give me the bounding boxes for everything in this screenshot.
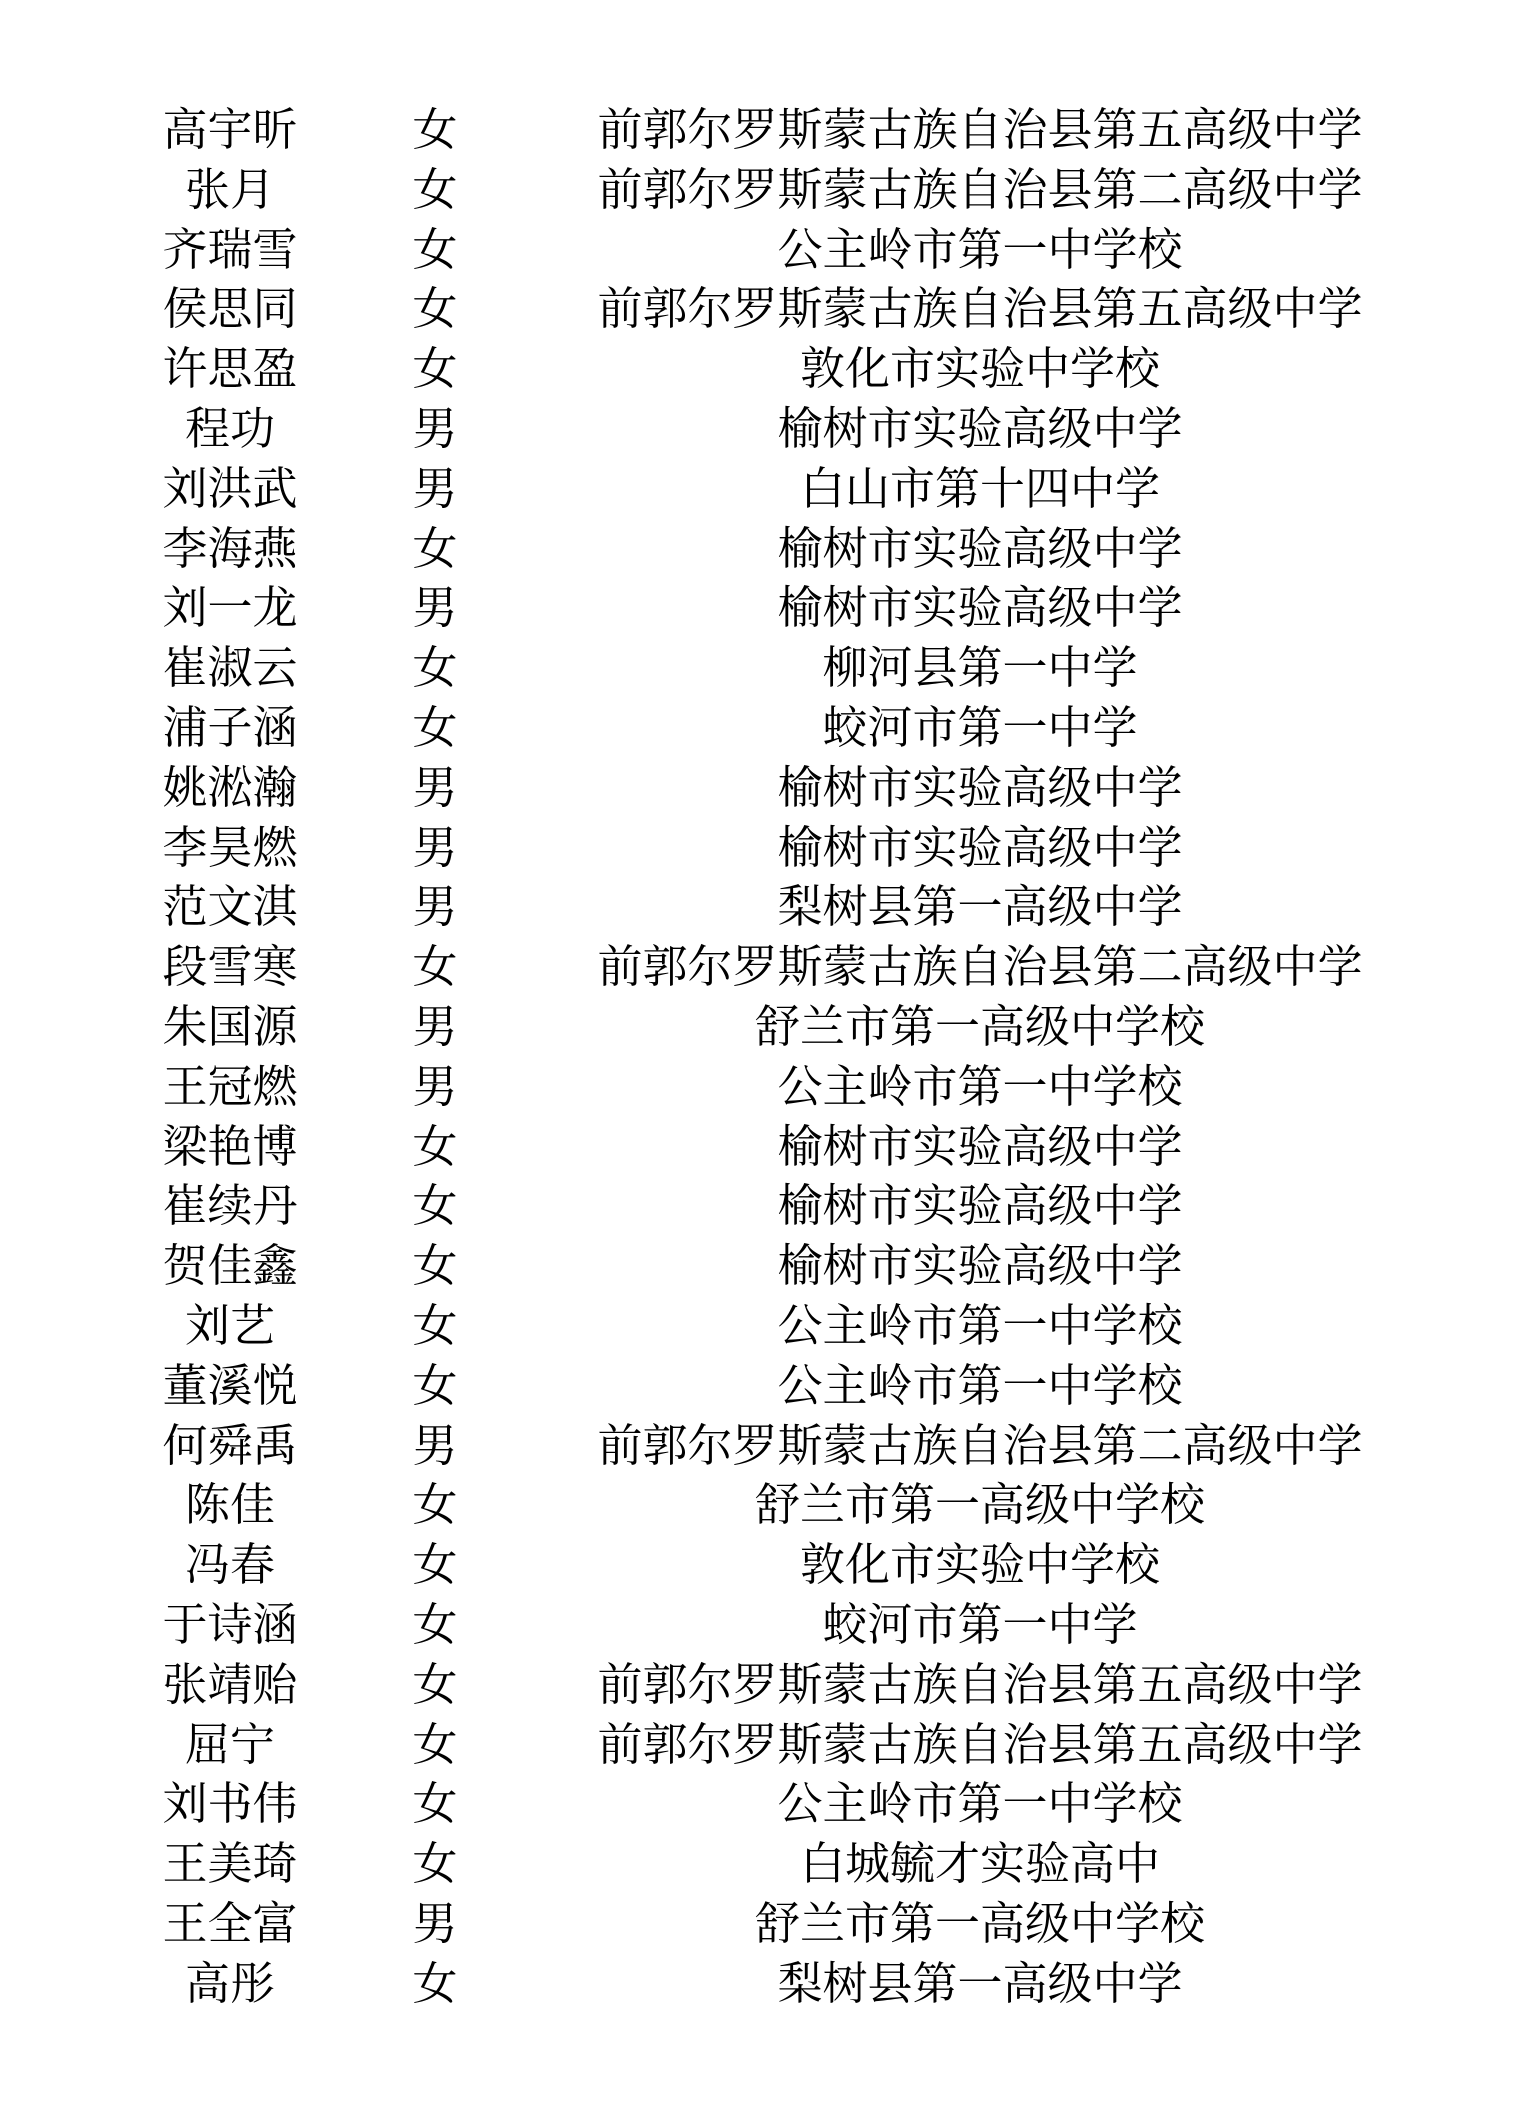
student-school: 榆树市实验高级中学	[777, 521, 1183, 575]
student-gender: 女	[412, 1538, 458, 1592]
roster-row	[0, 818, 1522, 878]
student-name: 何舜禹	[162, 1418, 298, 1472]
student-school: 前郭尔罗斯蒙古族自治县第二高级中学	[597, 162, 1363, 216]
student-name: 王全富	[162, 1896, 298, 1950]
roster-row	[0, 638, 1522, 698]
student-school: 舒兰市第一高级中学校	[754, 1896, 1205, 1950]
student-gender: 女	[412, 222, 458, 276]
student-school: 榆树市实验高级中学	[777, 1239, 1183, 1293]
student-school: 公主岭市第一中学校	[777, 1777, 1183, 1831]
roster-row	[0, 1715, 1522, 1775]
student-school: 前郭尔罗斯蒙古族自治县第五高级中学	[597, 1717, 1363, 1771]
roster-row	[0, 279, 1522, 339]
student-school: 蛟河市第一中学	[822, 700, 1138, 754]
student-name: 高宇昕	[162, 103, 298, 156]
student-gender: 女	[412, 1239, 458, 1293]
student-school: 前郭尔罗斯蒙古族自治县第五高级中学	[597, 1657, 1363, 1711]
student-name: 陈佳	[184, 1478, 275, 1532]
student-gender: 女	[412, 521, 458, 575]
student-gender: 女	[412, 1597, 458, 1651]
student-name: 刘书伟	[162, 1777, 298, 1831]
roster-row	[0, 1894, 1522, 1954]
roster-row	[0, 459, 1522, 519]
student-gender: 女	[412, 1777, 458, 1831]
roster-row	[0, 698, 1522, 758]
student-name: 刘艺	[184, 1298, 275, 1352]
student-gender: 男	[412, 461, 458, 515]
roster-row	[0, 1834, 1522, 1894]
student-school: 前郭尔罗斯蒙古族自治县第五高级中学	[597, 103, 1363, 156]
student-school: 舒兰市第一高级中学校	[754, 1478, 1205, 1532]
student-school: 榆树市实验高级中学	[777, 581, 1183, 635]
student-gender: 女	[412, 1837, 458, 1891]
roster-row	[0, 937, 1522, 997]
student-gender: 女	[412, 1119, 458, 1173]
student-name: 刘一龙	[162, 581, 298, 635]
roster-row	[0, 1655, 1522, 1715]
student-gender: 男	[412, 581, 458, 635]
student-gender: 女	[412, 641, 458, 695]
roster-row	[0, 1954, 1522, 2014]
student-name: 张靖贻	[162, 1657, 298, 1711]
student-name: 侯思同	[162, 282, 298, 336]
student-school: 公主岭市第一中学校	[777, 1358, 1183, 1412]
student-school: 榆树市实验高级中学	[777, 760, 1183, 814]
roster-row	[0, 100, 1522, 160]
student-name: 冯春	[184, 1538, 275, 1592]
roster-row	[0, 519, 1522, 579]
roster-row	[0, 1176, 1522, 1236]
student-gender: 男	[412, 1059, 458, 1113]
student-name: 段雪寒	[162, 940, 298, 994]
student-school: 榆树市实验高级中学	[777, 401, 1183, 455]
student-name: 刘洪武	[162, 461, 298, 515]
student-name: 许思盈	[162, 342, 298, 396]
roster-row	[0, 1595, 1522, 1655]
roster-row	[0, 1236, 1522, 1296]
student-gender: 女	[412, 162, 458, 216]
student-gender: 男	[412, 999, 458, 1053]
student-gender: 男	[412, 820, 458, 874]
roster-row	[0, 1117, 1522, 1177]
student-name: 梁艳博	[162, 1119, 298, 1173]
student-name: 贺佳鑫	[162, 1239, 298, 1293]
student-gender: 女	[412, 1717, 458, 1771]
student-school: 蛟河市第一中学	[822, 1597, 1138, 1651]
student-school: 前郭尔罗斯蒙古族自治县第二高级中学	[597, 940, 1363, 994]
student-name: 屈宁	[184, 1717, 275, 1771]
student-name: 朱国源	[162, 999, 298, 1053]
student-school: 榆树市实验高级中学	[777, 1119, 1183, 1173]
student-name: 王冠燃	[162, 1059, 298, 1113]
student-name: 高彤	[184, 1956, 275, 2010]
student-name: 李海燕	[162, 521, 298, 575]
roster-row	[0, 758, 1522, 818]
student-gender: 女	[412, 103, 458, 156]
student-gender: 女	[412, 1358, 458, 1412]
student-gender: 男	[412, 880, 458, 934]
student-roster	[0, 100, 1522, 2014]
roster-row	[0, 1774, 1522, 1834]
roster-row	[0, 877, 1522, 937]
student-school: 舒兰市第一高级中学校	[754, 999, 1205, 1053]
roster-row	[0, 1416, 1522, 1476]
student-name: 张月	[184, 162, 275, 216]
student-school: 公主岭市第一中学校	[777, 1298, 1183, 1352]
roster-row	[0, 1296, 1522, 1356]
student-name: 王美琦	[162, 1837, 298, 1891]
student-school: 前郭尔罗斯蒙古族自治县第五高级中学	[597, 282, 1363, 336]
student-gender: 女	[412, 1657, 458, 1711]
student-name: 于诗涵	[162, 1597, 298, 1651]
student-name: 浦子涵	[162, 700, 298, 754]
roster-row	[0, 578, 1522, 638]
roster-row	[0, 339, 1522, 399]
student-name: 董溪悦	[162, 1358, 298, 1412]
roster-row	[0, 1356, 1522, 1416]
roster-row	[0, 220, 1522, 280]
student-name: 范文淇	[162, 880, 298, 934]
roster-row	[0, 1475, 1522, 1535]
student-name: 齐瑞雪	[162, 222, 298, 276]
student-name: 姚淞瀚	[162, 760, 298, 814]
roster-row	[0, 1535, 1522, 1595]
student-school: 敦化市实验中学校	[799, 342, 1160, 396]
roster-row	[0, 1057, 1522, 1117]
student-school: 柳河县第一中学	[822, 641, 1138, 695]
student-gender: 女	[412, 342, 458, 396]
student-school: 敦化市实验中学校	[799, 1538, 1160, 1592]
student-school: 公主岭市第一中学校	[777, 1059, 1183, 1113]
student-gender: 女	[412, 1478, 458, 1532]
student-gender: 女	[412, 282, 458, 336]
student-school: 公主岭市第一中学校	[777, 222, 1183, 276]
roster-row	[0, 997, 1522, 1057]
student-name: 崔淑云	[162, 641, 298, 695]
student-gender: 女	[412, 1956, 458, 2010]
student-gender: 女	[412, 1298, 458, 1352]
student-school: 梨树县第一高级中学	[777, 1956, 1183, 2010]
student-school: 榆树市实验高级中学	[777, 820, 1183, 874]
student-gender: 女	[412, 940, 458, 994]
student-name: 李昊燃	[162, 820, 298, 874]
student-gender: 男	[412, 401, 458, 455]
student-school: 白城毓才实验高中	[799, 1837, 1160, 1891]
student-gender: 女	[412, 1179, 458, 1233]
student-gender: 男	[412, 760, 458, 814]
student-gender: 男	[412, 1418, 458, 1472]
student-school: 前郭尔罗斯蒙古族自治县第二高级中学	[597, 1418, 1363, 1472]
student-gender: 女	[412, 700, 458, 754]
student-school: 榆树市实验高级中学	[777, 1179, 1183, 1233]
roster-row	[0, 160, 1522, 220]
student-name: 崔续丹	[162, 1179, 298, 1233]
student-school: 白山市第十四中学	[799, 461, 1160, 515]
student-gender: 男	[412, 1896, 458, 1950]
student-name: 程功	[184, 401, 275, 455]
roster-row	[0, 399, 1522, 459]
student-school: 梨树县第一高级中学	[777, 880, 1183, 934]
